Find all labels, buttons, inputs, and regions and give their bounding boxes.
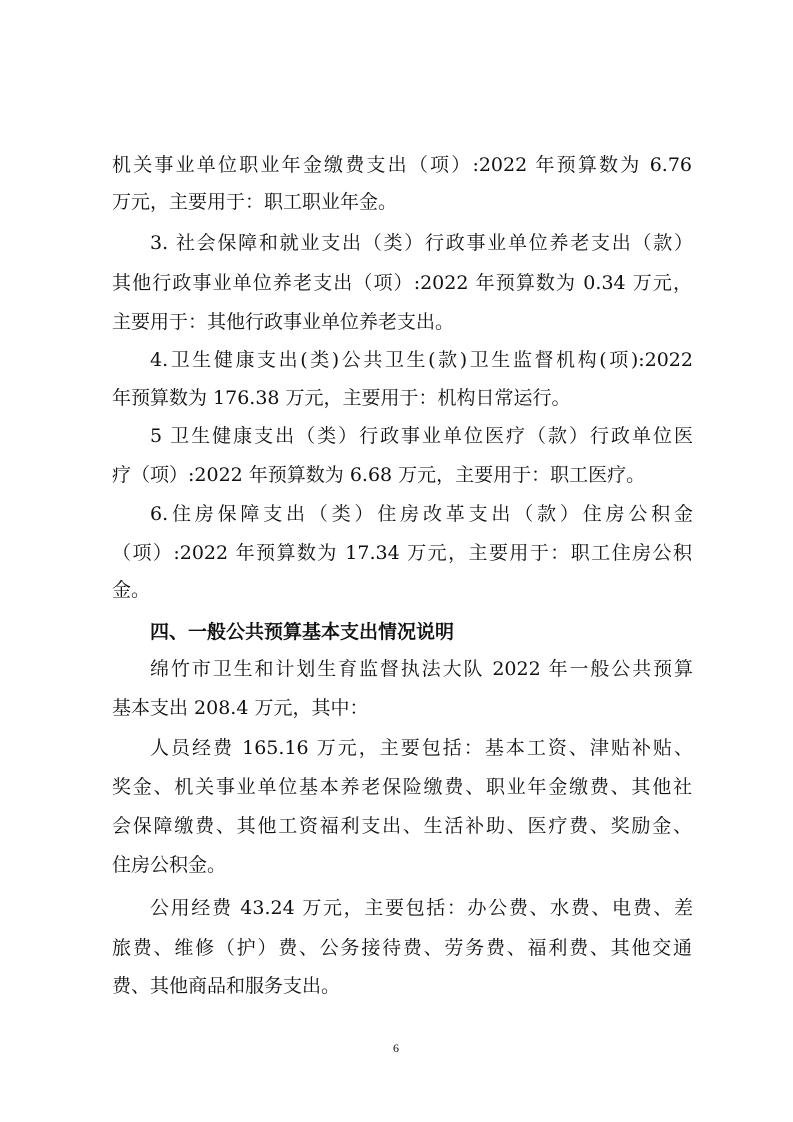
page-number: 6 [393,1041,399,1055]
paragraph-text: 6.住房保障支出（类）住房改革支出（款）住房公积金 [150,503,693,525]
paragraph-text: 其他行政事业单位养老支出（项）:2022 年预算数为 0.34 万元， [112,272,692,294]
paragraph-text: 主要用于：其他行政事业单位养老支出。 [112,311,455,333]
paragraph-text: 绵竹市卫生和计划生育监督执法大队 2022 年一般公共预算 [150,658,693,680]
paragraph-text: 4.卫生健康支出(类)公共卫生(款)卫生监督机构(项):2022 [150,349,693,371]
paragraph-text: 机关事业单位职业年金缴费支出（项）:2022 年预算数为 6.76 [112,154,692,176]
paragraph-text: 旅费、维修（护）费、公务接待费、劳务费、福利费、其他交通 [112,937,692,959]
paragraph-text: （项）:2022 年预算数为 17.34 万元，主要用于：职工住房公积 [112,542,692,564]
paragraph-text: 疗（项）:2022 年预算数为 6.68 万元，主要用于：职工医疗。 [112,464,646,486]
paragraph-text: 会保障缴费、其他工资福利支出、生活补助、医疗费、奖励金、 [112,815,692,837]
paragraph-text: 基本支出 208.4 万元，其中： [112,697,369,719]
paragraph-text: 住房公积金。 [112,854,227,876]
paragraph-text: 3. 社会保障和就业支出（类）行政事业单位养老支出（款） [150,232,693,254]
paragraph-text: 费、其他商品和服务支出。 [112,975,341,997]
paragraph-text: 年预算数为 176.38 万元，主要用于：机构日常运行。 [112,387,571,409]
paragraph-text: 5 卫生健康支出（类）行政事业单位医疗（款）行政单位医 [150,425,693,447]
section-heading-text: 四、一般公共预算基本支出情况说明 [150,621,455,643]
paragraph-text: 奖金、机关事业单位基本养老保险缴费、职业年金缴费、其他社 [112,776,692,798]
paragraph-text: 人员经费 165.16 万元，主要包括：基本工资、津贴补贴、 [150,737,693,759]
paragraph-text: 公用经费 43.24 万元，主要包括：办公费、水费、电费、差 [150,897,693,919]
paragraph-text: 金。 [112,579,151,601]
paragraph-text: 万元，主要用于：职工职业年金。 [112,191,398,213]
